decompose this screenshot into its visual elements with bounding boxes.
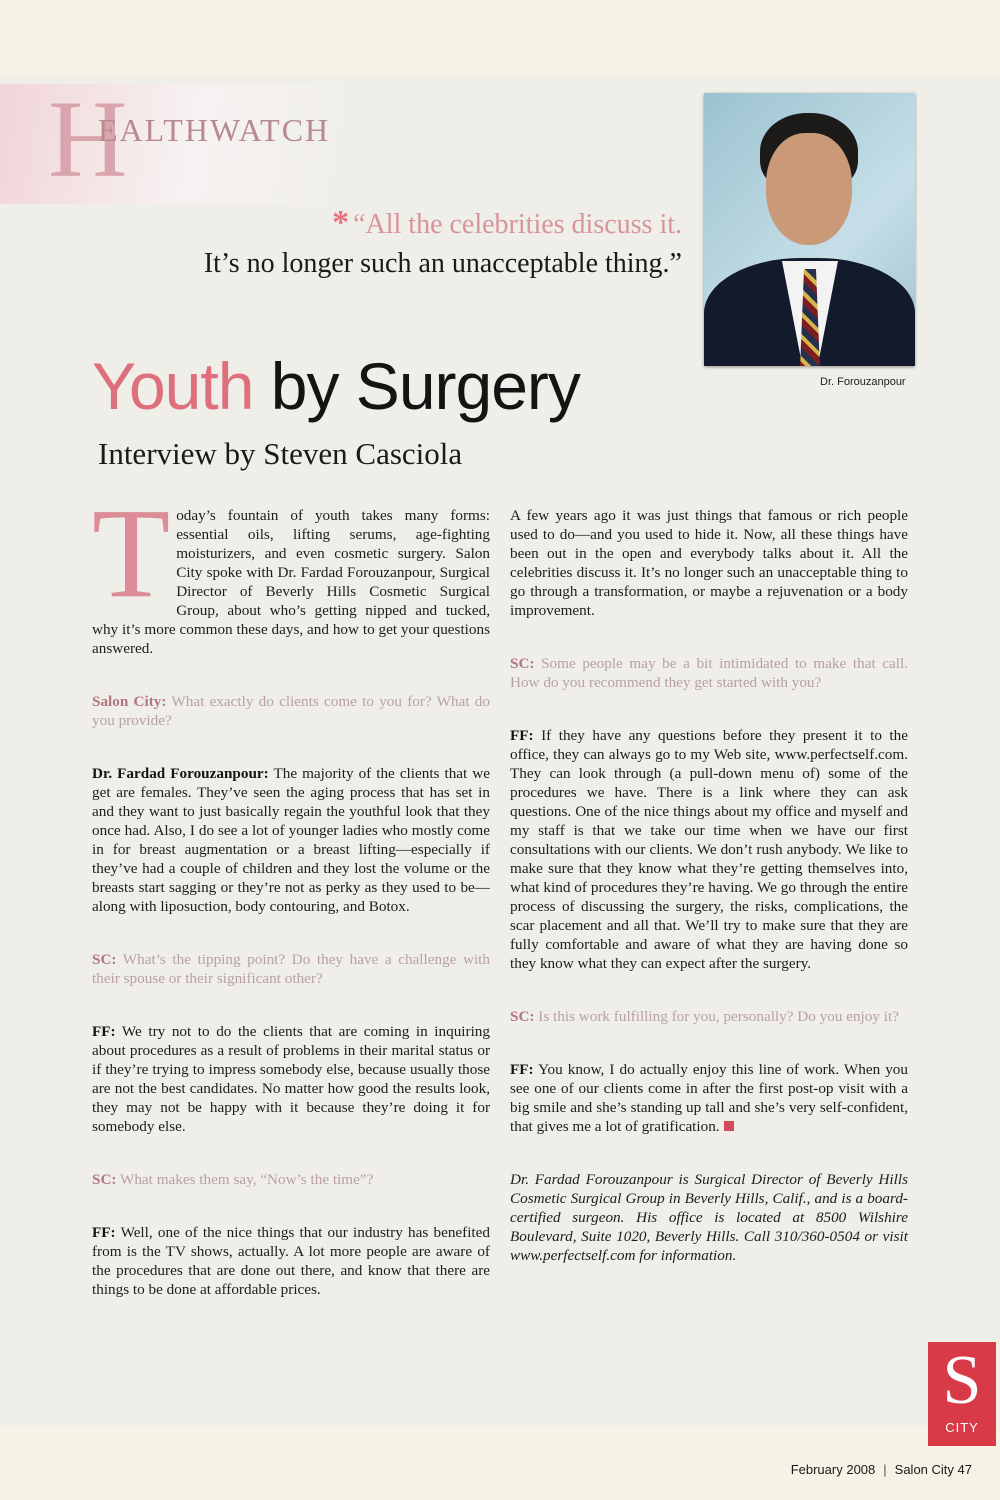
author-bio: Dr. Fardad Forouzanpour is Surgical Director of Beverly Hills Cosmetic Surgical Group in Beverly Hills, Calif., and is a board-certified surgeon. His office is located at 8500 Wilshire Boulevard, Suite 1020, Beverly Hills. Call 310/360-0504 or visit www.perfectself.com for information. (510, 1171, 908, 1264)
question: SC: Is this work fulfilling for you, personally? Do you enjoy it? (510, 1008, 899, 1025)
page-footer: February 2008 | Salon City 47 (790, 1462, 972, 1477)
left-column (92, 482, 490, 1299)
issue-date: February 2008 (790, 1462, 876, 1477)
pull-quote (204, 204, 682, 280)
intro-paragraph (92, 482, 490, 658)
article-title (92, 348, 580, 424)
salon-city-logo: S CITY (928, 1342, 996, 1446)
question: SC: What’s the tipping point? Do they have a challenge with their spouse or their significant other? (92, 951, 490, 987)
magazine-name: Salon City (894, 1462, 954, 1477)
answer: FF: Well, one of the nice things that our industry has benefited from is the TV shows, actually. A lot more people are aware of the procedures that are done out there, and know that there are things to be done at affordable prices. (92, 1224, 490, 1298)
pull-quote-line-2: It’s no longer such an unacceptable thing.” (203, 248, 682, 279)
section-initial: H (48, 78, 128, 200)
answer: FF: If they have any questions before they present it to the office, they can always go to my Web site, www.perfectself.com. They can look through (a pull-down menu of) some of the procedures we have. There is a link where they can ask questions. One of the nice things about my office and myself and my staff is that we take our time when we have our first consultations with our clients. We don’t rush anybody. We like to make sure that they know what they’re getting themselves into, what kind of procedures they’re having. We go through the entire process of discussing the surgery, the risks, complications, the scar placement and all that. We’ll try to make sure that they are fully comfortable and aware of what they are having done so they know what they can expect after the surgery. (510, 727, 908, 972)
page-number: 47 (957, 1462, 972, 1477)
section-header (0, 78, 350, 204)
answer: FF: We try not to do the clients that are coming in inquiring about procedures as a result of problems in their marital status or if they’re trying to impress somebody else, because usually those are not the best candidates. No matter how good the results look, they may not be happy with it because they’re doing it for somebody else. (92, 1023, 490, 1135)
intro-text: oday’s fountain of youth takes many forms: essential oils, lifting serums, age-fighting moisturizers, and even cosmetic surgery. Salon City spoke with Dr. Fardad Forouzanpour, Surgical Director of Beverly Hills Cosmetic Surgical Group, about who’s getting nipped and tucked, why it’s more common these days, and how to get your questions answered. (92, 507, 490, 657)
magazine-page (0, 74, 1000, 1477)
question: SC: Some people may be a bit intimidated to make that call. How do you recommend they get started with you? (510, 655, 908, 691)
end-mark-icon (724, 1121, 734, 1131)
right-column (510, 506, 908, 1265)
answer: FF: You know, I do actually enjoy this line of work. When you see one of our clients come in after the first post-op visit with a big smile and she’s standing up tall and she’s very self-confident, that gives me a lot of gratification. (510, 1061, 908, 1135)
drop-cap: T (92, 482, 171, 624)
question: SC: What makes them say, “Now’s the time”? (92, 1171, 374, 1188)
doctor-photo (704, 93, 915, 366)
asterisk-icon: * (332, 204, 350, 241)
photo-caption: Dr. Forouzanpour (820, 376, 906, 388)
section-label: EALTHWATCH (98, 112, 331, 148)
question: Salon City: What exactly do clients come to you for? What do you provide? (92, 693, 490, 729)
answer-continued: A few years ago it was just things that famous or rich people used to do—and you used to hide it. Now, all these things have been out in the open and everybody talks about it. All the celebrities discuss it. It’s no longer such an unacceptable thing to go through a transformation, or maybe a rejuvenation or a body improvement. (510, 507, 908, 619)
byline: Interview by Steven Casciola (98, 436, 463, 471)
answer: Dr. Fardad Forouzanpour: The majority of the clients that we get are females. They’ve seen the aging process that has set in and they want to just basically regain the youthful look that they once had. Also, I do see a lot of younger ladies who mostly come in for breast augmentation or a breast lifting—especially if they’ve had a couple of children and they lost the volume or the breasts start sagging or they’re not as perky as they used to be—along with liposuction, body contouring, and Botox. (92, 765, 490, 915)
pull-quote-line-1: “All the celebrities discuss it. (353, 209, 682, 240)
title-part-2: by Surgery (270, 349, 580, 423)
title-part-1: Youth (92, 349, 254, 423)
